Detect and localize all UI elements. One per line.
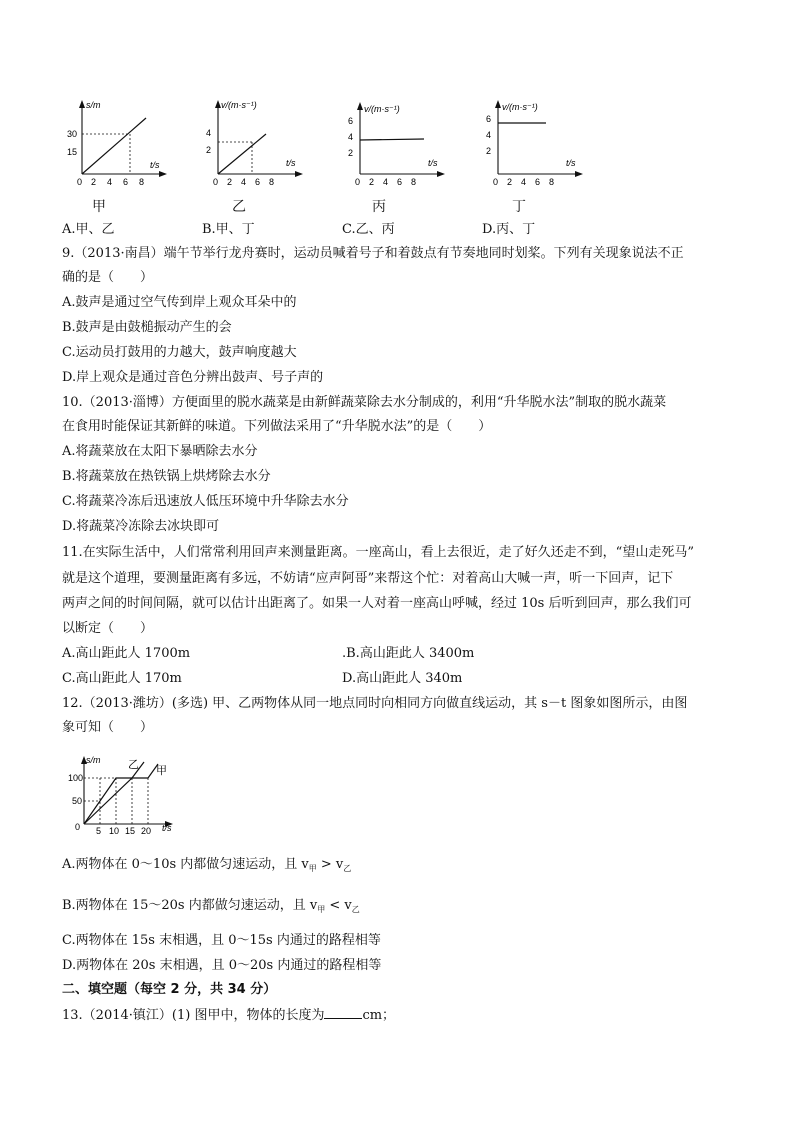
x-tick: 2 (507, 177, 513, 187)
q10-stem-1: 10.（2013·淄博）方便面里的脱水蔬菜是由新鲜蔬菜除去水分制成的，利用“升华脱水法”制取的脱水蔬菜 (62, 395, 667, 410)
q8-option-b: B.甲、丁 (202, 222, 255, 237)
q11-stem-4: 以断定（ ） (62, 621, 154, 636)
q11-option-d: D.高山距此人 340m (342, 671, 463, 686)
x-axis-label: t/s (162, 823, 172, 833)
y-tick: 6 (486, 114, 492, 124)
q13-stem-post: cm； (362, 1008, 396, 1023)
y-axis-label: v/(m·s⁻¹) (502, 102, 538, 112)
subscript: 甲 (317, 905, 326, 914)
x-axis-label: t/s (286, 158, 296, 168)
q12-option-d: D.两物体在 20s 末相遇，且 0～20s 内通过的路程相等 (62, 958, 382, 973)
x-tick: 5 (96, 826, 102, 836)
q12-option-a-text: A.两物体在 0～10s 内都做匀速运动，且 v (62, 857, 309, 872)
x-tick: 2 (91, 177, 97, 187)
q9-option-b: B.鼓声是由鼓槌振动产生的会 (62, 320, 232, 335)
graph-label-bing: 丙 (372, 199, 386, 215)
y-tick: 30 (67, 129, 78, 139)
x-axis-label: t/s (150, 160, 160, 170)
x-tick: 20 (141, 826, 152, 836)
x-tick: 4 (383, 177, 389, 187)
subscript: 乙 (351, 905, 360, 914)
q11-option-b: .B.高山距此人 3400m (342, 646, 475, 661)
x-tick: 2 (369, 177, 375, 187)
y-axis-label: s/m (86, 755, 101, 765)
q11-stem-2: 就是这个道理，要测量距离有多远，不妨请“应声阿哥”来帮这个忙：对着高山大喊一声，听一下回声，记下 (62, 571, 674, 586)
x-tick: 0 (493, 177, 499, 187)
x-tick: 4 (241, 177, 247, 187)
graph-label-jia: 甲 (92, 199, 106, 215)
x-tick: 6 (535, 177, 541, 187)
section-heading: 二、填空题（每空 2 分，共 34 分） (62, 982, 277, 997)
q9-stem-2: 确的是（ ） (62, 270, 154, 285)
q8-option-d: D.丙、丁 (482, 222, 536, 237)
q12-option-c: C.两物体在 15s 末相遇，且 0～15s 内通过的路程相等 (62, 933, 381, 948)
q11-option-c: C.高山距此人 170m (62, 671, 182, 686)
subscript: 甲 (308, 864, 317, 873)
q9-option-d: D.岸上观众是通过音色分辨出鼓声、号子声的 (62, 370, 324, 385)
q11-stem-1: 11.在实际生活中，人们常常利用回声来测量距离。一座高山，看上去很近，走了好久还走不到，“望山走死马” (62, 545, 694, 560)
q12-stem-2: 象可知（ ） (62, 720, 154, 735)
y-axis-label: s/m (86, 100, 101, 110)
y-tick: 15 (67, 147, 78, 157)
x-tick: 8 (269, 177, 275, 187)
x-tick: 6 (123, 177, 129, 187)
q12-option-b-text: B.两物体在 15～20s 内都做匀速运动，且 v (62, 898, 318, 913)
q10-option-d: D.将蔬菜冷冻除去冰块即可 (62, 519, 220, 534)
x-tick: 0 (77, 177, 83, 187)
q12-stem-1: 12.（2013·潍坊）(多选) 甲、乙两物体从同一地点同时向相同方向做直线运动，其 s－t 图象如图所示，由图 (62, 696, 688, 711)
x-tick: 8 (549, 177, 555, 187)
label-yi: 乙 (128, 759, 139, 771)
x-tick: 0 (213, 177, 219, 187)
graph-label-ding: 丁 (512, 199, 526, 215)
graph-label-yi: 乙 (232, 199, 246, 215)
x-tick: 6 (255, 177, 261, 187)
q10-option-a: A.将蔬菜放在太阳下暴晒除去水分 (62, 444, 258, 459)
q9-stem-1: 9.（2013·南昌）端午节举行龙舟赛时，运动员喊着号子和着鼓点有节奏地同时划桨。下列有关现象说法不正 (62, 246, 684, 261)
x-tick: 4 (107, 177, 113, 187)
q11-stem-3: 两声之间的时间间隔，就可以估计出距离了。如果一人对着一座高山呼喊，经过 10s 后听到回声，那么我们可 (62, 596, 692, 611)
y-tick: 4 (486, 130, 492, 140)
x-tick: 10 (109, 826, 120, 836)
graph-bing (340, 96, 450, 188)
y-tick: 2 (206, 145, 212, 155)
label-jia: 甲 (156, 765, 167, 777)
x-tick: 2 (227, 177, 233, 187)
x-tick: 0 (75, 822, 81, 832)
q12-option-a (62, 856, 351, 875)
x-axis-label: t/s (428, 158, 438, 168)
q10-option-c: C.将蔬菜冷冻后迅速放人低压环境中升华除去水分 (62, 494, 349, 509)
q12-graph (70, 752, 200, 838)
q12-option-b (62, 897, 360, 916)
y-tick: 4 (348, 132, 354, 142)
graph-yi (198, 96, 308, 188)
y-tick: 2 (486, 146, 492, 156)
x-tick: 4 (521, 177, 527, 187)
q8-option-c: C.乙、丙 (342, 222, 395, 237)
x-axis-label: t/s (566, 158, 576, 168)
q12-option-a-mid: > v (316, 857, 344, 872)
q13-stem-pre: 13.（2014·镇江）(1) 图甲中，物体的长度为 (62, 1008, 325, 1023)
y-axis-label: v/(m·s⁻¹) (221, 100, 257, 110)
q12-option-b-mid: < v (325, 898, 352, 913)
q11-option-a: A.高山距此人 1700m (62, 646, 191, 661)
answer-blank[interactable] (324, 1006, 362, 1019)
y-tick: 4 (206, 128, 212, 138)
y-tick: 50 (72, 796, 83, 806)
x-tick: 6 (397, 177, 403, 187)
q9-option-c: C.运动员打鼓用的力越大，鼓声响度越大 (62, 345, 297, 360)
y-tick: 2 (348, 148, 354, 158)
x-tick: 15 (125, 826, 136, 836)
graph-ding (478, 96, 588, 188)
q8-option-a: A.甲、乙 (62, 222, 115, 237)
q10-option-b: B.将蔬菜放在热铁锅上烘烤除去水分 (62, 469, 271, 484)
x-tick: 0 (355, 177, 361, 187)
q13-stem (62, 1006, 395, 1025)
y-tick: 6 (348, 116, 354, 126)
x-tick: 8 (139, 177, 145, 187)
y-tick: 100 (68, 773, 84, 783)
x-tick: 8 (411, 177, 417, 187)
subscript: 乙 (343, 864, 352, 873)
q9-option-a: A.鼓声是通过空气传到岸上观众耳朵中的 (62, 295, 297, 310)
y-axis-label: v/(m·s⁻¹) (364, 104, 400, 114)
q10-stem-2: 在食用时能保证其新鲜的味道。下列做法采用了“升华脱水法”的是（ ） (62, 419, 492, 434)
graph-jia (62, 96, 172, 188)
